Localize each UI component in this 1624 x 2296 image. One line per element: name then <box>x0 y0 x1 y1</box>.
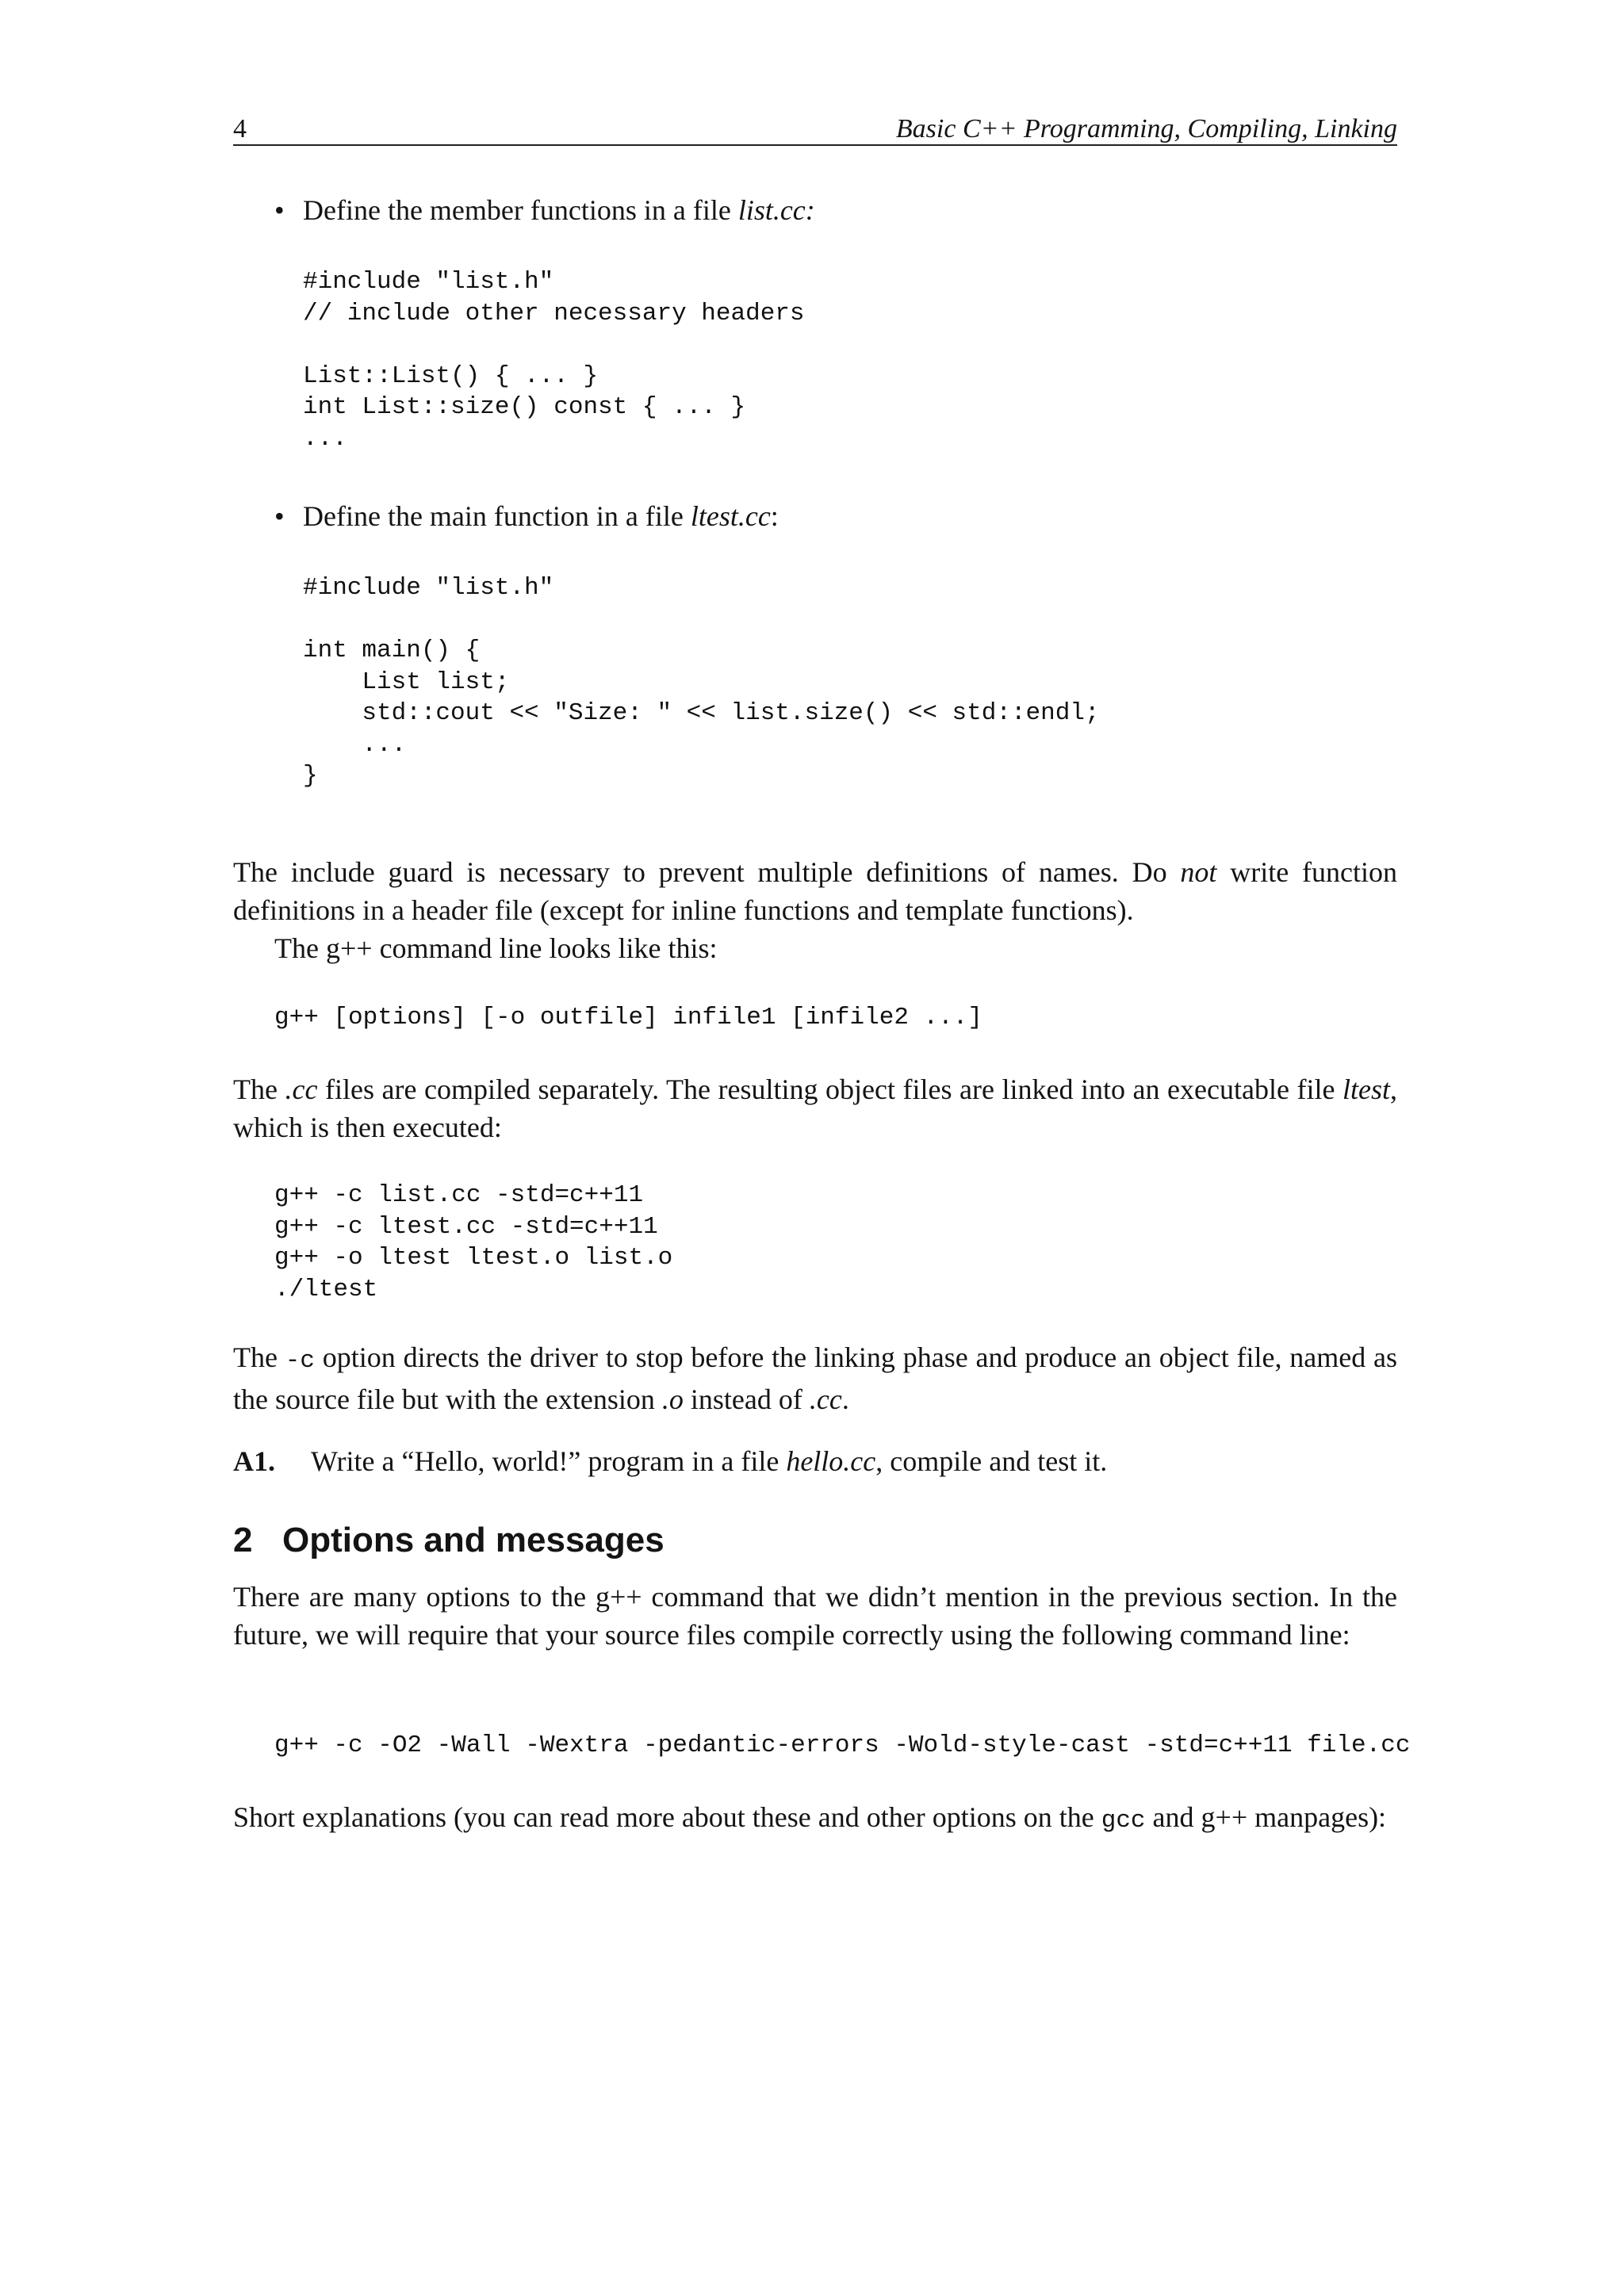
code-block-options: g++ -c -O2 -Wall -Wextra -pedantic-errors -Wold-style-cast -std=c++11 file.cc <box>274 1732 1411 1759</box>
filename: ltest.cc <box>690 500 771 532</box>
bullet-marker: • <box>274 194 285 226</box>
exercise-text: Write a “Hello, world!” program in a file hello.cc, compile and test it. <box>311 1445 1108 1477</box>
section-title: Options and messages <box>282 1521 665 1559</box>
filename: list.cc: <box>737 194 815 226</box>
paragraph-compile-separately: The .cc files are compiled separately. The resulting object files are linked into an executable file ltest, which is then executed: <box>233 1073 1397 1143</box>
section-heading <box>233 1521 665 1560</box>
page-number: 4 <box>233 114 247 144</box>
paragraph-c-option: The -c option directs the driver to stop before the linking phase and produce an object file, named as the source file but with the extension .o instead of .cc. <box>233 1341 1397 1415</box>
bullet-item-1: Define the member functions in a file list.cc: <box>303 194 815 226</box>
bullet-marker: • <box>274 500 285 532</box>
code-block-compile-commands: g++ -c list.cc -std=c++11 g++ -c ltest.cc -std=c++11 g++ -o ltest ltest.o list.o ./ltest <box>274 1181 673 1303</box>
code-block-ltest-cc: #include "list.h" int main() { List list; std::cout << "Size: " << list.size() << std::endl; ... } <box>303 574 1100 790</box>
running-title: Basic C++ Programming, Compiling, Linking <box>895 114 1397 144</box>
code-block-cmdline: g++ [options] [-o outfile] infile1 [infile2 ...] <box>274 1004 982 1031</box>
exercise-label: A1. <box>233 1445 275 1477</box>
bullet-item-2: Define the main function in a file ltest.cc: <box>303 500 779 532</box>
paragraph-include-guard: The include guard is necessary to prevent multiple definitions of names. Do not write function definitions in a header file (except for inline functions and template functions). <box>233 856 1397 926</box>
page-header <box>233 108 1397 146</box>
section-number: 2 <box>233 1521 253 1559</box>
paragraph-options-intro: There are many options to the g++ command that we didn’t mention in the previous section. In the future, we will require that your source files compile correctly using the following command line: <box>233 1581 1397 1651</box>
paragraph-short-explanations: Short explanations (you can read more about these and other options on the gcc and g++ manpages): <box>233 1801 1387 1835</box>
code-block-list-cc: #include "list.h" // include other necessary headers List::List() { ... } int List::size() const { ... } ... <box>303 268 805 453</box>
paragraph-command-line: The g++ command line looks like this: <box>274 932 718 964</box>
